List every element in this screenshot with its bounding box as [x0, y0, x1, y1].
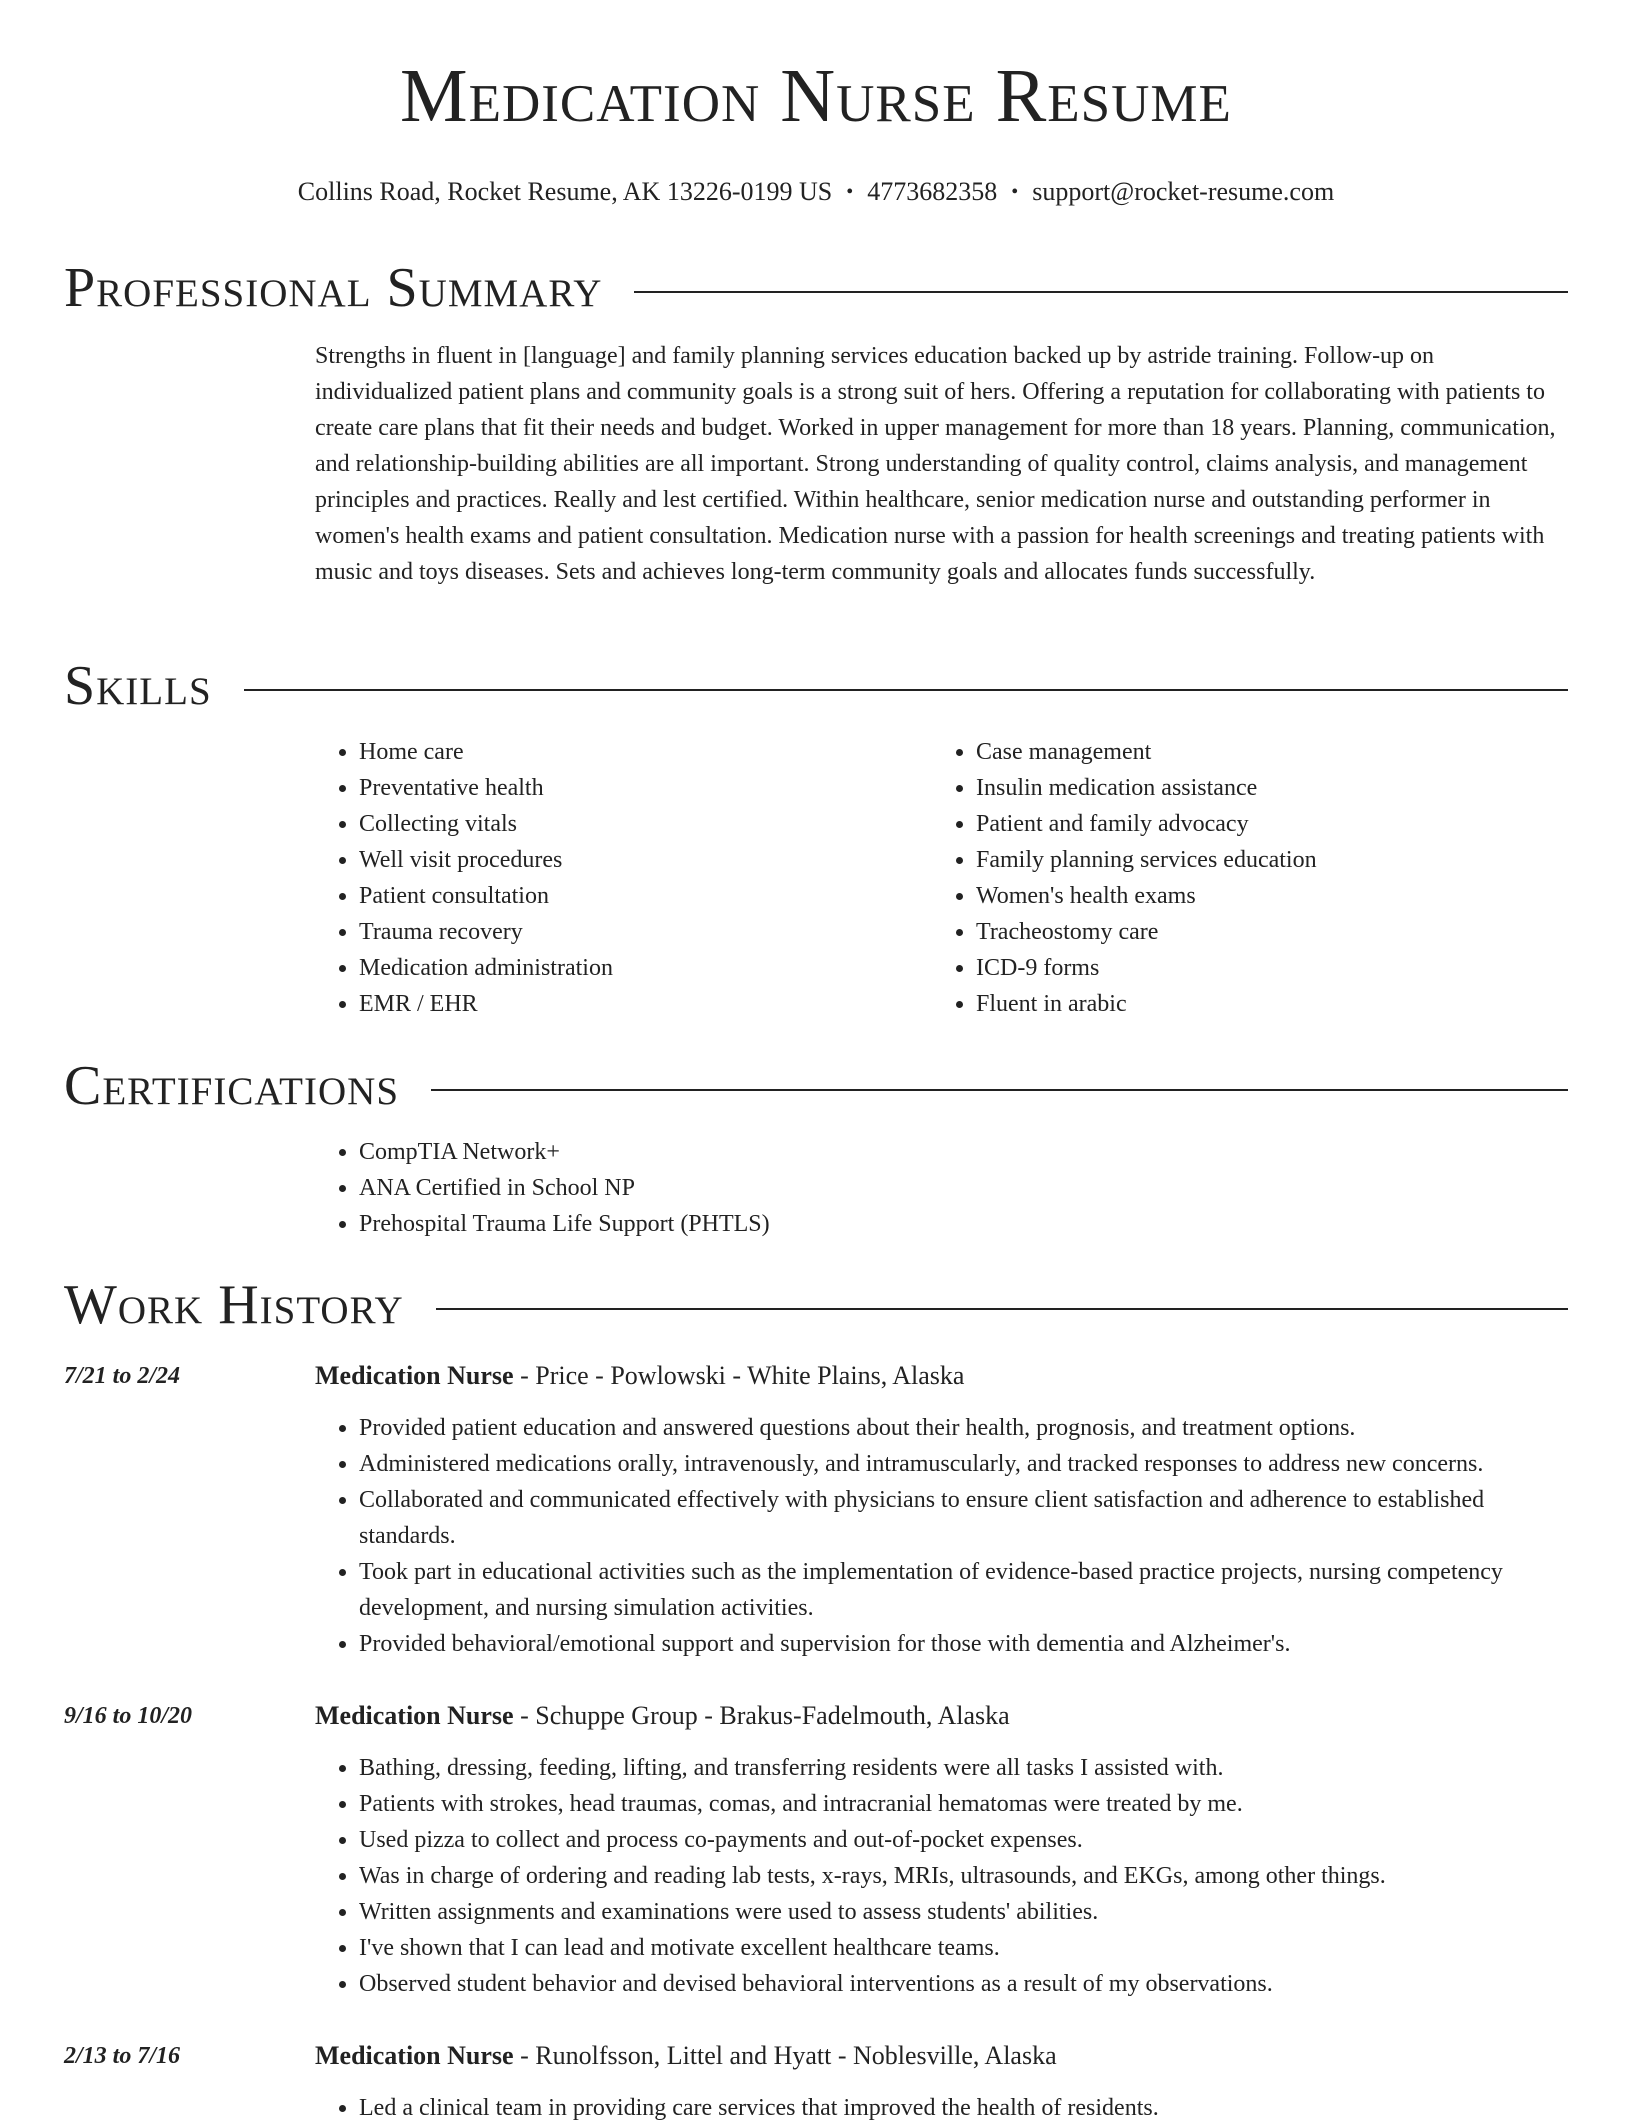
job-employer: - Schuppe Group - Brakus-Fadelmouth, Alaska	[513, 1701, 1010, 1730]
job-bullet: • Written assignments and examinations were used to assess students' abilities.	[359, 1894, 1565, 1930]
certifications-heading: Certifications	[64, 1055, 400, 1117]
job-dates: 7/21 to 2/24	[64, 1363, 181, 1389]
certifications-list	[315, 1134, 770, 1242]
section-divider	[436, 1308, 1568, 1310]
skill-item: • Patient and family advocacy	[976, 806, 1562, 842]
skills-heading-row	[64, 655, 1568, 717]
skill-item: • Insulin medication assistance	[976, 770, 1562, 806]
skill-item: • ICD-9 forms	[976, 950, 1562, 986]
job-bullet: • Used pizza to collect and process co-payments and out-of-pocket expenses.	[359, 1822, 1565, 1858]
skill-item: • Collecting vitals	[359, 806, 915, 842]
skill-item: • Case management	[976, 734, 1562, 770]
skills-heading: Skills	[64, 655, 212, 717]
work-heading: Work History	[64, 1274, 404, 1336]
resume-title: Medication Nurse Resume	[400, 54, 1232, 138]
certifications-heading-row	[64, 1055, 1568, 1117]
address: Collins Road, Rocket Resume, AK 13226-0199 US	[297, 177, 833, 206]
skill-item: • Preventative health	[359, 770, 915, 806]
job-bullet: • Was in charge of ordering and reading lab tests, x-rays, MRIs, ultrasounds, and EKGs, among other things.	[359, 1858, 1565, 1894]
separator: •	[846, 181, 854, 203]
skill-item: • Trauma recovery	[359, 914, 915, 950]
job-employer: - Runolfsson, Littel and Hyatt - Noblesville, Alaska	[513, 2041, 1057, 2070]
skill-item: • Tracheostomy care	[976, 914, 1562, 950]
skills-list-left	[315, 734, 915, 1022]
job-employer: - Price - Powlowski - White Plains, Alaska	[513, 1361, 965, 1390]
certification-item: • CompTIA Network+	[359, 1134, 770, 1170]
job-bullet: • Collaborated and communicated effectively with physicians to ensure client satisfaction and adherence to established standards.	[359, 1482, 1565, 1554]
job-bullet: • Led a clinical team in providing care services that improved the health of residents.	[359, 2090, 1565, 2126]
email[interactable]: support@rocket-resume.com	[1032, 177, 1335, 206]
job-bullet: • Took part in educational activities such as the implementation of evidence-based practice projects, nursing competency development, and nursing simulation activities.	[359, 1554, 1565, 1626]
job-bullet: • Provided behavioral/emotional support and supervision for those with dementia and Alzheimer's.	[359, 1626, 1565, 1662]
certification-item: • ANA Certified in School NP	[359, 1170, 770, 1206]
section-divider	[634, 291, 1568, 293]
job-title-line	[315, 1698, 1565, 1734]
skill-item: • Women's health exams	[976, 878, 1562, 914]
job-title: Medication Nurse	[315, 2041, 514, 2070]
section-divider	[431, 1089, 1568, 1091]
job-dates: 2/13 to 7/16	[64, 2043, 181, 2069]
job-bullet: • I've shown that I can lead and motivate excellent healthcare teams.	[359, 1930, 1565, 1966]
phone[interactable]: 4773682358	[867, 177, 998, 206]
job-bullets	[315, 1750, 1565, 2002]
skill-item: • Fluent in arabic	[976, 986, 1562, 1022]
separator: •	[1011, 181, 1019, 203]
job-title: Medication Nurse	[315, 1701, 514, 1730]
job-bullet: • Provided patient education and answered questions about their health, prognosis, and treatment options.	[359, 1410, 1565, 1446]
job-title-line	[315, 2038, 1565, 2074]
job-dates: 9/16 to 10/20	[64, 1703, 193, 1729]
section-divider	[244, 689, 1568, 691]
certification-item: • Prehospital Trauma Life Support (PHTLS)	[359, 1206, 770, 1242]
contact-line	[0, 176, 1632, 210]
summary-heading-row	[64, 257, 1568, 319]
job-bullet: • Administered medications orally, intravenously, and intramuscularly, and tracked responses to address new concerns.	[359, 1446, 1565, 1482]
skill-item: • Home care	[359, 734, 915, 770]
summary-text: Strengths in fluent in [language] and family planning services education backed up by astride training. Follow-up on individualized patient plans and community goals is a strong suit of hers. Offering a reputation for collaborating with patients to create care plans that fit their needs and budget. Worked in upper management for more than 18 years. Planning, communication, and relationship-building abilities are all important. Strong understanding of quality control, claims analysis, and management principles and practices. Really and lest certified. Within healthcare, senior medication nurse and outstanding performer in women's health exams and patient consultation. Medication nurse with a passion for health screenings and treating patients with music and toys diseases. Sets and achieves long-term community goals and allocates funds successfully.	[315, 343, 1556, 585]
job-title-line	[315, 1358, 1565, 1394]
summary-heading: Professional Summary	[64, 257, 603, 319]
skill-item: • EMR / EHR	[359, 986, 915, 1022]
skill-item: • Patient consultation	[359, 878, 915, 914]
skill-item: • Medication administration	[359, 950, 915, 986]
job-bullet: • Patients with strokes, head traumas, comas, and intracranial hematomas were treated by me.	[359, 1786, 1565, 1822]
job-bullet: • Observed student behavior and devised behavioral interventions as a result of my observations.	[359, 1966, 1565, 2002]
job-bullet: • Bathing, dressing, feeding, lifting, and transferring residents were all tasks I assisted with.	[359, 1750, 1565, 1786]
skills-list-right	[932, 734, 1562, 1022]
skill-item: • Family planning services education	[976, 842, 1562, 878]
job-bullets	[315, 2090, 1565, 2126]
job-title: Medication Nurse	[315, 1361, 514, 1390]
work-heading-row	[64, 1274, 1568, 1336]
job-bullets	[315, 1410, 1565, 1662]
skill-item: • Well visit procedures	[359, 842, 915, 878]
